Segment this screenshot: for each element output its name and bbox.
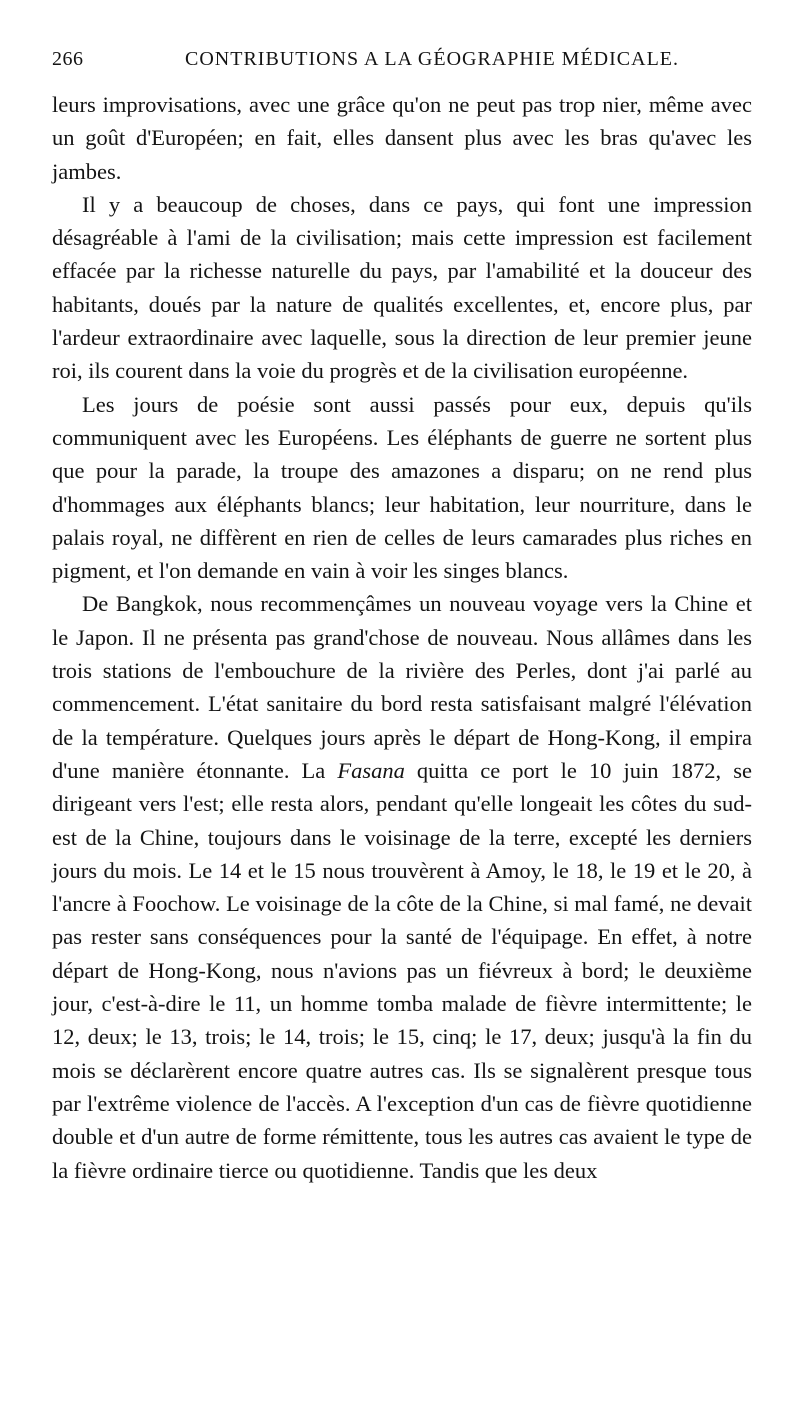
body-text bbox=[52, 88, 752, 1187]
paragraph-civilisation: Il y a beaucoup de choses, dans ce pays, qui font une impression désagréable à l'ami de la civilisation; mais cette impression est facilement effacée par la richesse naturelle du pays, par l'amabilité et la douceur des habitants, doués par la nature de qualités excellentes, et, encore plus, par l'ardeur extraordinaire avec laquelle, sous la direction de leur premier jeune roi, ils courent dans la voie du progrès et de la civilisation européenne. bbox=[52, 191, 752, 384]
ship-name: Fasana bbox=[337, 757, 405, 783]
book-page bbox=[52, 48, 752, 1187]
paragraph-voyage-china bbox=[52, 587, 752, 1186]
page-number: 266 bbox=[52, 48, 84, 70]
paragraph-continuation: leurs improvisations, avec une grâce qu'on ne peut pas trop nier, même avec un goût d'Européen; en fait, elles dansent plus avec les bras qu'avec les jambes. bbox=[52, 92, 752, 184]
paragraph-poetry-days: Les jours de poésie sont aussi passés pour eux, depuis qu'ils communiquent avec les Européens. Les éléphants de guerre ne sortent plus que pour la parade, la troupe des amazones a disparu; on ne rend plus d'hommages aux éléphants blancs; leur habitation, leur nourriture, dans le palais royal, ne diffèrent en rien de celles de leurs camarades plus riches en pigment, et l'on demande en vain à voir les singes blancs. bbox=[52, 391, 752, 584]
running-head bbox=[52, 48, 752, 88]
running-title: CONTRIBUTIONS A LA GÉOGRAPHIE MÉDICALE. bbox=[185, 48, 679, 70]
voyage-text-start: De Bangkok, nous recommençâmes un nouveau voyage vers la Chine et le Japon. Il ne présenta pas grand'chose de nouveau. Nous allâmes dans les trois stations de l'embouchure de la rivière des Perles, dont j'ai parlé au commencement. L'état sanitaire du bord resta satisfaisant malgré l'élévation de la température. Quelques jours après le départ de Hong-Kong, il empira d'une manière étonnante. La bbox=[52, 591, 752, 783]
voyage-text-end: quitta ce port le 10 juin 1872, se dirigeant vers l'est; elle resta alors, pendant qu'elle longeait les côtes du sud-est de la Chine, toujours dans le voisinage de la terre, excepté les derniers jours du mois. Le 14 et le 15 nous trouvèrent à Amoy, le 18, le 19 et le 20, à l'ancre à Foochow. Le voisinage de la côte de la Chine, si mal famé, ne devait pas rester sans conséquences pour la santé de l'équipage. En effet, à notre départ de Hong-Kong, nous n'avions pas un fiévreux à bord; le deuxième jour, c'est-à-dire le 11, un homme tomba malade de fièvre intermittente; le 12, deux; le 13, trois; le 14, trois; le 15, cinq; le 17, deux; jusqu'à la fin du mois se déclarèrent encore quatre autres cas. Ils se signalèrent presque tous par l'extrême violence de l'accès. A l'exception d'un cas de fièvre quotidienne double et d'un autre de forme rémittente, tous les autres cas avaient le type de la fièvre ordinaire tierce ou quotidienne. Tandis que les deux bbox=[52, 757, 752, 1183]
